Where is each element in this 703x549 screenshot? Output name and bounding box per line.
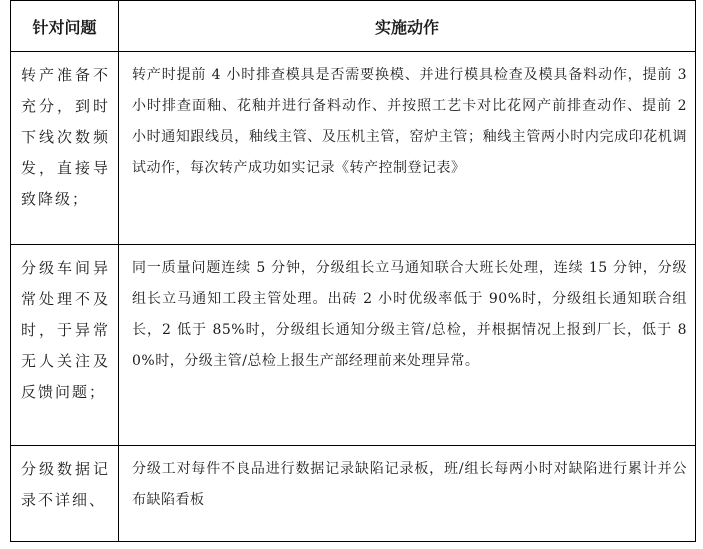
action-text: 同一质量问题连续 5 分钟，分级组长立马通知联合大班长处理，连续 15 分钟，分级组长立马通知工段主管处理。出砖 2 小时优级率低于 90%时，分级组长通知联合组长，2 低于 85%时，分级组长通知分级主管/总检，并根据情况上报到厂长，低于 80%时，分级主管/总检上报生产部经理前来处理异常。 xyxy=(132,260,687,369)
issue-text: 转产准备不充分，到时下线次数频发，直接导致降级； xyxy=(21,66,110,208)
issue-cell xyxy=(11,446,119,542)
action-text: 转产时提前 4 小时排查模具是否需要换模、并进行模具检查及模具备料动作，提前 3 小时排查面釉、花釉并进行备料动作、并按照工艺卡对比花网产前排查动作、提前 2 小时通知跟线员，釉线主管、及压机主管，窑炉主管；釉线主管两小时内完成印花机调试动作，每次转产成功如实记录《转产控制登记表》 xyxy=(132,67,687,176)
header-row xyxy=(11,1,696,52)
issue-cell xyxy=(11,245,119,446)
issue-text: 分级车间异常处理不及时，于异常无人关注及反馈问题； xyxy=(21,259,110,401)
measures-table xyxy=(10,0,696,542)
action-cell xyxy=(119,245,696,446)
table-row xyxy=(11,245,696,446)
action-text: 分级工对每件不良品进行数据记录缺陷记录板，班/组长每两小时对缺陷进行累计并公布缺陷看板 xyxy=(132,461,687,508)
header-issue: 针对问题 xyxy=(11,1,119,52)
issue-cell xyxy=(11,52,119,245)
table-row xyxy=(11,52,696,245)
table-row xyxy=(11,446,696,542)
action-cell xyxy=(119,52,696,245)
header-action: 实施动作 xyxy=(119,1,696,52)
issue-text: 分级数据记录不详细、 xyxy=(21,460,110,509)
action-cell xyxy=(119,446,696,542)
